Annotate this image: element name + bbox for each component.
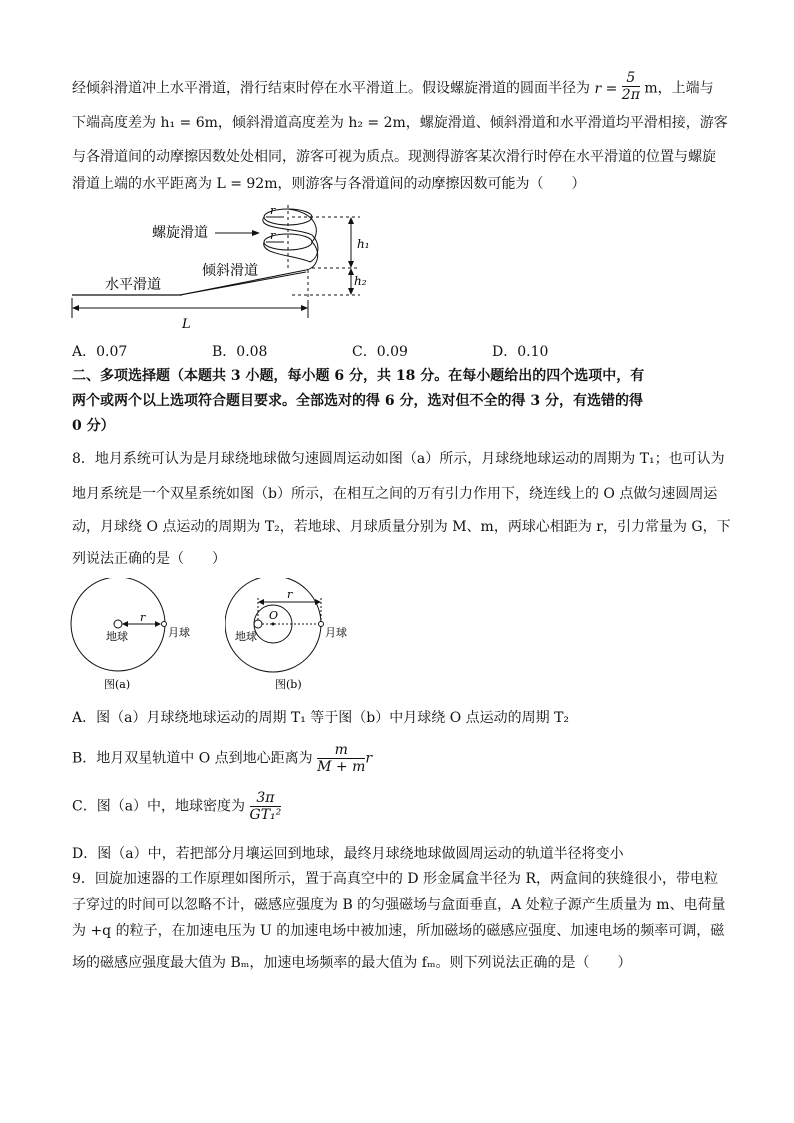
spiral-label: 螺旋滑道 [152, 225, 208, 241]
r-label-top: r [270, 204, 276, 217]
section2-line-3: 0 分） [72, 418, 115, 434]
section2-line-2: 两个或两个以上选项符合题目要求。全部选对的得 6 分，选对但不全的得 3 分，有选错的得 [72, 393, 643, 409]
L-arrow-head-left [72, 305, 79, 311]
q8-line-1: 8．地月系统可认为是月球绕地球做匀速圆周运动如图（a）所示，月球绕地球运动的周期为 T₁；也可认为 [72, 451, 725, 467]
incline-label: 倾斜滑道 [202, 263, 258, 279]
h2-arrow-head-bottom [348, 288, 354, 295]
caption-a: 图(a) [104, 678, 131, 691]
r-arrow-b-right [315, 599, 321, 605]
q7-line-3: 与各滑道间的动摩擦因数处处相同，游客可视为质点。现测得游客某次滑行时停在水平滑道的位置与螺旋 [72, 149, 716, 165]
optC-num: 3π [250, 790, 282, 807]
q8-option-d[interactable]: D．图（a）中，若把部分月壤运回到地球，最终月球绕地球做圆周运动的轨道半径将变小 [72, 846, 624, 862]
radius-formula: r = $\frac{5}{2\pi}$ [594, 70, 640, 103]
optB-num: m [317, 742, 365, 759]
q7-option-a[interactable]: A．0.07 [72, 344, 128, 360]
q8-option-c[interactable]: C．图（a）中，地球密度为 $\frac{3\pi}{\text{GT₁²}}$ [72, 790, 282, 823]
h2-label: h₂ [354, 274, 367, 288]
earth-a [114, 620, 122, 628]
radius-den: 2π [621, 87, 640, 103]
radius-num: 5 [622, 70, 640, 87]
r-label-bottom: r [270, 229, 276, 242]
moon-label-b: 月球 [325, 626, 347, 639]
earth-label-a: 地球 [106, 630, 128, 643]
earth-b [254, 620, 262, 628]
section2-line-1: 二、多项选择题（本题共 3 小题，每小题 6 分，共 18 分。在每小题给出的四个选项中，有 [72, 368, 645, 384]
q8-option-a[interactable]: A．图（a）月球绕地球运动的周期 T₁ 等于图（b）中月球绕 O 点运动的周期 T₂ [72, 710, 570, 726]
q9-line-1: 9．回旋加速器的工作原理如图所示，置于高真空中的 D 形金属盒半径为 R，两盒间的狭缝很小，带电粒 [72, 871, 719, 887]
slide-figure [60, 200, 400, 335]
q8-line-3: 动，月球绕 O 点运动的周期为 T₂，若地球、月球质量分别为 M、m，两球心相距为 r，引力常量为 G，下 [72, 519, 731, 535]
h1-label: h₁ [357, 237, 370, 251]
q8-line-2: 地月系统是一个双星系统如图（b）所示，在相互之间的万有引力作用下，绕连线上的 O 点做匀速圆周运 [72, 486, 718, 502]
r-arrow-b-left [258, 599, 264, 605]
q8-line-4: 列说法正确的是（ ） [72, 551, 226, 567]
figure-b [225, 578, 365, 693]
optB-den: M + m [317, 759, 366, 775]
q9-line-2: 子穿过的时间可以忽略不计，磁感应强度为 B 的匀强磁场与盒面垂直，A 处粒子源产生质量为 m、电荷量 [72, 897, 726, 913]
q7-line-4: 滑道上端的水平距离为 L = 92m，则游客与各滑道间的动摩擦因数可能为（ ） [72, 176, 586, 192]
q9-line-3: 为 +q 的粒子，在加速电压为 U 的加速电场中被加速，所加磁场的磁感应强度、加速电场的频率可调，磁 [72, 923, 725, 939]
r-arrow-a-right [155, 621, 161, 627]
q7-option-b[interactable]: B．0.08 [212, 344, 268, 360]
q9-line-4: 场的磁感应强度最大值为 Bₘ，加速电场频率的最大值为 fₘ。则下列说法正确的是（ ） [72, 955, 632, 971]
r-arrow-a-left [122, 621, 128, 627]
figure-a [66, 578, 206, 693]
spiral-pointer-head [252, 230, 260, 236]
r-label-a: r [140, 611, 146, 624]
h1-arrow-head-bottom [348, 261, 354, 268]
O-label: O [269, 609, 279, 622]
moon-label-a: 月球 [168, 626, 190, 639]
q7-line-1: 经倾斜滑道冲上水平滑道，滑行结束时停在水平滑道上。假设螺旋滑道的圆面半径为 r = $\frac{5}{2\pi}$ m，上端与 [72, 70, 714, 103]
L-arrow-head-right [301, 305, 308, 311]
q7-line-2: 下端高度差为 h₁ = 6m，倾斜滑道高度差为 h₂ = 2m，螺旋滑道、倾斜滑道和水平滑道均平滑相接，游客 [72, 115, 728, 131]
horizontal-label: 水平滑道 [105, 277, 161, 293]
spiral-outer [288, 209, 318, 270]
L-label: L [182, 317, 191, 332]
q8-option-b[interactable]: B．地月双星轨道中 O 点到地心距离为 $\frac{m}{M + m}$ r [72, 742, 373, 775]
q7-option-d[interactable]: D．0.10 [492, 344, 549, 360]
h1-arrow-head-top [348, 217, 354, 224]
moon-b [319, 622, 324, 627]
earth-label-b: 地球 [235, 630, 257, 643]
q7-option-c[interactable]: C．0.09 [352, 344, 408, 360]
r-label-b: r [287, 588, 293, 601]
moon-a [162, 622, 167, 627]
optC-den: GT₁² [249, 807, 282, 823]
caption-b: 图(b) [275, 678, 302, 691]
